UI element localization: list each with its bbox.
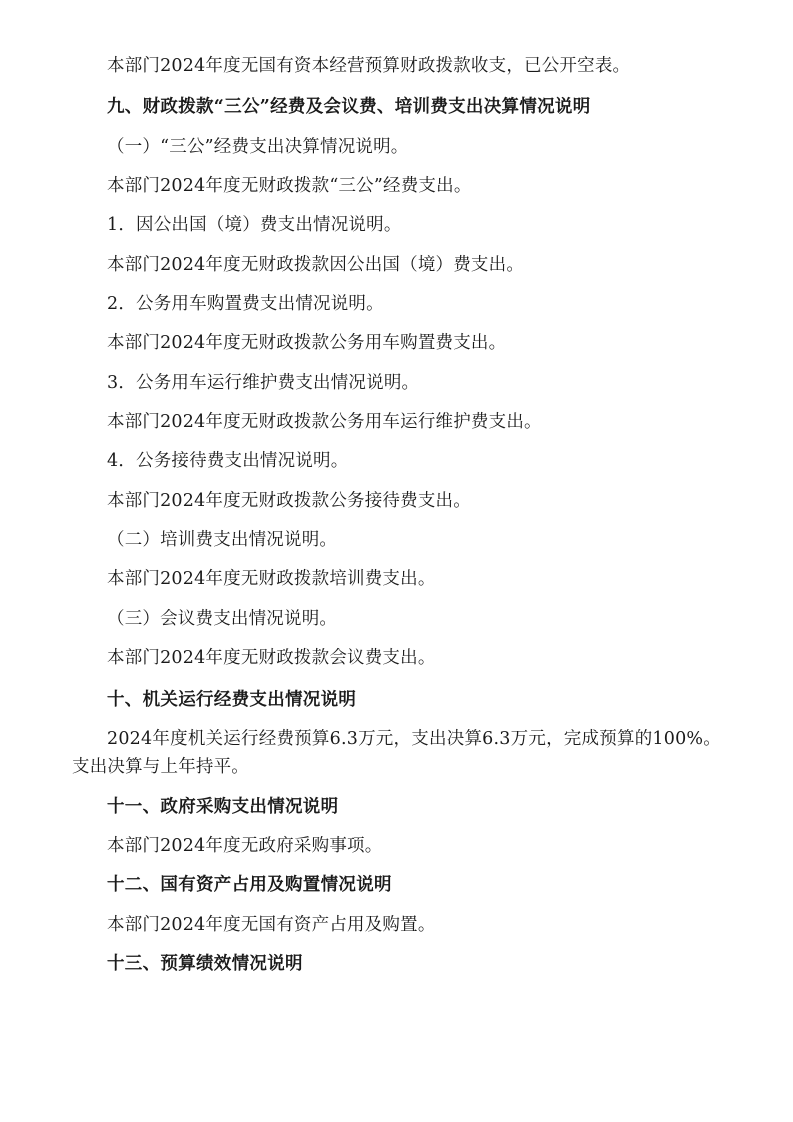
paragraph-state-capital-budget: 本部门2024年度无国有资本经营预算财政拨款收支，已公开空表。 (107, 56, 631, 76)
document-body (72, 52, 721, 978)
paragraph-three-public-none: 本部门2024年度无财政拨款“三公”经费支出。 (107, 176, 472, 197)
heading-section-ten: 十、机关运行经费支出情况说明 (107, 689, 357, 710)
paragraph-vehicle-purchase-title: 2．公务用车购置费支出情况说明。 (107, 294, 384, 315)
paragraph-three-public-intro: （一）“三公”经费支出决算情况说明。 (107, 136, 409, 157)
paragraph-government-procurement: 本部门2024年度无政府采购事项。 (107, 835, 383, 856)
paragraph-operating-expenses: 2024年度机关运行经费预算6.3万元，支出决算6.3万元，完成预算的100%。支出决算与上年持平。 (72, 728, 721, 778)
paragraph-hospitality-title: 4．公务接待费支出情况说明。 (107, 451, 349, 472)
paragraph-hospitality-none: 本部门2024年度无财政拨款公务接待费支出。 (107, 490, 471, 511)
paragraph-state-assets: 本部门2024年度无国有资产占用及购置。 (107, 914, 436, 935)
paragraph-vehicle-maintenance-title: 3．公务用车运行维护费支出情况说明。 (107, 372, 420, 393)
paragraph-overseas-travel-none: 本部门2024年度无财政拨款因公出国（境）费支出。 (107, 254, 525, 275)
heading-section-nine: 九、财政拨款“三公”经费及会议费、培训费支出决算情况说明 (107, 97, 591, 118)
paragraph-vehicle-maintenance-none: 本部门2024年度无财政拨款公务用车运行维护费支出。 (107, 412, 542, 433)
paragraph-meeting-fee-none: 本部门2024年度无财政拨款会议费支出。 (107, 648, 436, 669)
heading-section-thirteen: 十三、预算绩效情况说明 (107, 953, 303, 974)
paragraph-overseas-travel-title: 1．因公出国（境）费支出情况说明。 (107, 215, 402, 236)
heading-section-twelve: 十二、国有资产占用及购置情况说明 (107, 875, 392, 896)
heading-section-eleven: 十一、政府采购支出情况说明 (107, 796, 339, 817)
paragraph-training-fee-title: （二）培训费支出情况说明。 (107, 530, 338, 551)
paragraph-training-fee-none: 本部门2024年度无财政拨款培训费支出。 (107, 569, 436, 590)
paragraph-vehicle-purchase-none: 本部门2024年度无财政拨款公务用车购置费支出。 (107, 333, 507, 354)
paragraph-meeting-fee-title: （三）会议费支出情况说明。 (107, 608, 338, 629)
